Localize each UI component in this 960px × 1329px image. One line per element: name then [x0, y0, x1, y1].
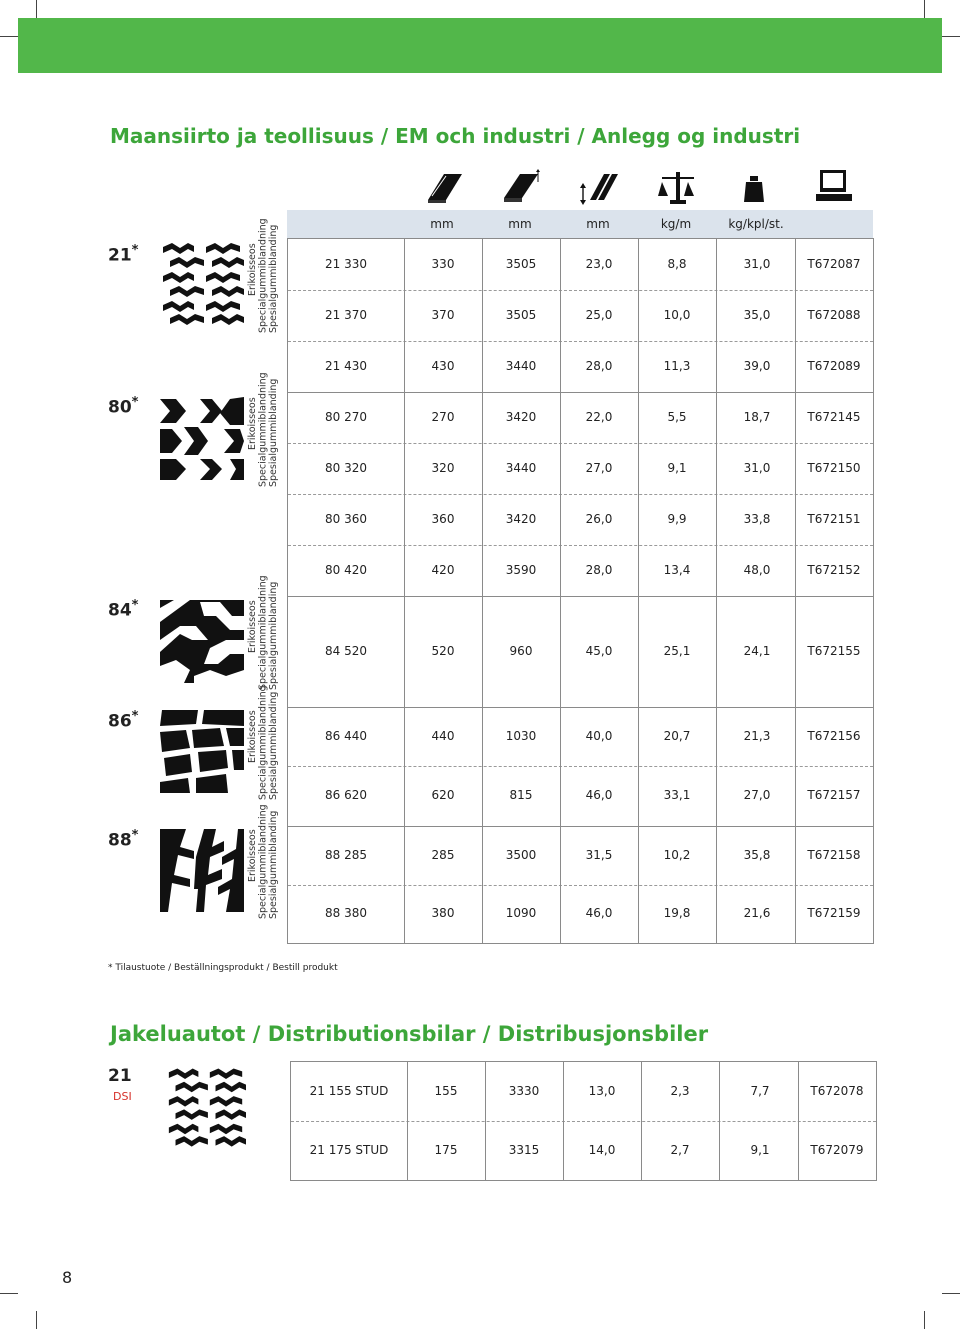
table-cell: 5,5 [667, 409, 687, 424]
table-cell: 21 155 STUD [309, 1083, 389, 1098]
table-row [288, 766, 873, 827]
table-cell: 80 360 [325, 511, 367, 526]
crop-mark [942, 1293, 960, 1294]
table-cell: 3330 [508, 1083, 540, 1098]
group-label: 86* [108, 709, 139, 732]
crop-mark [924, 1311, 925, 1329]
table-cell: 440 [431, 728, 455, 743]
table-cell: 9,1 [667, 460, 687, 475]
table-cell: 19,8 [663, 906, 691, 920]
group-label: 88* [108, 828, 139, 851]
table-cell: 2,7 [670, 1142, 690, 1157]
table-cell: 25,0 [585, 307, 613, 322]
table-cell: 360 [431, 511, 455, 526]
table-row [288, 596, 873, 708]
weight-icon [736, 168, 776, 206]
tread-pattern-80-image [160, 397, 244, 480]
crop-mark [0, 1293, 18, 1294]
unit-label: mm [430, 217, 454, 231]
weight-per-meter-icon [658, 168, 698, 206]
crop-mark [36, 0, 37, 18]
tread-pattern-86-image [160, 710, 244, 793]
table-cell: 175 [434, 1142, 458, 1157]
table-cell: 20,7 [663, 728, 691, 743]
tread-pattern-21-image [160, 243, 244, 326]
table-cell: 13,0 [588, 1083, 616, 1098]
table-cell: T672155 [807, 643, 861, 658]
column-divider [560, 239, 561, 943]
table-cell: 7,7 [750, 1083, 770, 1098]
tread-pattern-84-image [160, 600, 244, 683]
table-row [291, 1121, 876, 1180]
table-cell: 11,3 [663, 358, 691, 373]
table-cell: 31,0 [743, 460, 771, 475]
table-cell: 21,3 [743, 728, 771, 743]
column-divider [716, 239, 717, 943]
table-cell: 48,0 [743, 562, 771, 577]
table-cell: T672089 [807, 358, 861, 373]
tread-pattern-88-image [160, 829, 244, 912]
thickness-icon [502, 168, 542, 206]
table-cell: 21 430 [325, 358, 367, 373]
table-cell: 155 [434, 1083, 458, 1098]
table-cell: 27,0 [585, 460, 613, 475]
page-number: 8 [62, 1268, 73, 1287]
table-cell: 31,5 [585, 847, 613, 862]
table-cell: 9,1 [750, 1142, 770, 1157]
table-cell: 370 [431, 307, 455, 322]
table-cell: 88 285 [325, 847, 367, 862]
crop-mark [0, 36, 18, 37]
table-cell: T672087 [807, 256, 861, 271]
table-cell: 21,6 [743, 906, 771, 920]
green-banner [18, 18, 942, 73]
column-divider [798, 1062, 799, 1180]
crop-mark [924, 0, 925, 18]
table-cell: 46,0 [585, 788, 613, 802]
column-icons [400, 168, 880, 208]
distribution-table [290, 1061, 877, 1181]
table-cell: 9,9 [667, 511, 687, 526]
table-cell: 45,0 [585, 643, 613, 658]
table-row [288, 885, 873, 943]
table-cell: 25,1 [663, 643, 691, 658]
group-label: 21* [108, 243, 139, 266]
column-divider [482, 239, 483, 943]
table-cell: 21 330 [325, 256, 367, 271]
table-cell: 28,0 [585, 358, 613, 373]
table-cell: 3505 [505, 256, 537, 271]
column-divider [404, 239, 405, 943]
table-row [288, 239, 873, 291]
table-cell: 3505 [505, 307, 537, 322]
table-cell: 3590 [505, 562, 537, 577]
crop-mark [942, 36, 960, 37]
table-cell: 80 320 [325, 460, 367, 475]
table-cell: 24,1 [743, 643, 771, 658]
industrial-table [287, 238, 874, 944]
table-cell: 21 370 [325, 307, 367, 322]
footnote: * Tilaustuote / Beställningsprodukt / Bestill produkt [108, 963, 338, 973]
column-divider [719, 1062, 720, 1180]
table-cell: 320 [431, 460, 455, 475]
table-cell: 285 [431, 847, 455, 862]
unit-label: kg/kpl/st. [728, 217, 784, 231]
table-row [288, 443, 873, 495]
table-cell: 3440 [505, 460, 537, 475]
table-cell: 22,0 [585, 409, 613, 424]
table-cell: T672078 [810, 1083, 864, 1098]
table-cell: 80 420 [325, 562, 367, 577]
table-cell: 84 520 [325, 643, 367, 658]
unit-label: mm [508, 217, 532, 231]
group-label: 84* [108, 598, 139, 621]
computer-icon [814, 168, 854, 206]
table-cell: 33,8 [743, 511, 771, 526]
table-cell: 620 [431, 788, 455, 802]
table-cell: 1090 [505, 906, 537, 920]
table-cell: 3420 [505, 511, 537, 526]
table-cell: 14,0 [588, 1142, 616, 1157]
table-cell: 35,0 [743, 307, 771, 322]
units-header [287, 210, 873, 238]
section-title-industrial: Maansiirto ja teollisuus / EM och industri / Anlegg og industri [110, 124, 801, 148]
table-cell: T672152 [807, 562, 861, 577]
table-cell: 330 [431, 256, 455, 271]
group-label: 21 [108, 1066, 132, 1086]
table-cell: 86 440 [325, 728, 367, 743]
width-icon [424, 168, 464, 206]
table-cell: 27,0 [743, 788, 771, 802]
column-divider [563, 1062, 564, 1180]
table-cell: T672151 [807, 511, 861, 526]
column-divider [641, 1062, 642, 1180]
column-divider [485, 1062, 486, 1180]
compound-note: Erikoisseos Specialgummiblandning Spesialgummiblanding [247, 685, 279, 800]
table-row [288, 545, 873, 597]
column-divider [407, 1062, 408, 1180]
table-row [288, 707, 873, 767]
table-cell: 8,8 [667, 256, 687, 271]
table-cell: 13,4 [663, 562, 691, 577]
table-cell: 46,0 [585, 906, 613, 920]
table-cell: 3315 [508, 1142, 540, 1157]
crop-mark [36, 1311, 37, 1329]
compound-note: Erikoisseos Specialgummiblandning Spesialgummiblanding [247, 804, 279, 919]
table-cell: 3500 [505, 847, 537, 862]
unit-label: kg/m [660, 217, 692, 231]
table-cell: T672088 [807, 307, 861, 322]
column-divider [795, 239, 796, 943]
table-cell: 23,0 [585, 256, 613, 271]
table-row [291, 1062, 876, 1122]
table-cell: 10,0 [663, 307, 691, 322]
table-cell: 3440 [505, 358, 537, 373]
table-row [288, 392, 873, 444]
table-cell: 430 [431, 358, 455, 373]
table-cell: T672159 [807, 906, 861, 920]
table-cell: 35,8 [743, 847, 771, 862]
table-cell: 26,0 [585, 511, 613, 526]
table-cell: 86 620 [325, 788, 367, 802]
table-cell: 1030 [505, 728, 537, 743]
table-cell: 33,1 [663, 788, 691, 802]
table-cell: T672145 [807, 409, 861, 424]
table-cell: 270 [431, 409, 455, 424]
compound-note: Erikoisseos Specialgummiblandning Spesialgummiblanding [247, 218, 279, 333]
unit-label: mm [586, 217, 610, 231]
section-title-distribution: Jakeluautot / Distributionsbilar / Distribusjonsbiler [110, 1022, 709, 1046]
table-cell: T672157 [807, 788, 861, 802]
table-cell: 18,7 [743, 409, 771, 424]
table-cell: 815 [509, 788, 533, 802]
tread-pattern-dsi-image [166, 1068, 246, 1148]
group-label: 80* [108, 395, 139, 418]
table-cell: 21 175 STUD [309, 1142, 389, 1157]
table-cell: 40,0 [585, 728, 613, 743]
table-cell: 520 [431, 643, 455, 658]
table-cell: 88 380 [325, 906, 367, 920]
table-cell: 80 270 [325, 409, 367, 424]
table-row [288, 341, 873, 393]
table-row [288, 826, 873, 886]
table-cell: 10,2 [663, 847, 691, 862]
table-cell: 2,3 [670, 1083, 690, 1098]
table-cell: 31,0 [743, 256, 771, 271]
table-cell: T672150 [807, 460, 861, 475]
compound-note: Erikoisseos Specialgummiblandning Spesialgummiblanding [247, 372, 279, 487]
table-cell: 380 [431, 906, 455, 920]
table-row [288, 494, 873, 546]
dsi-label: DSI [113, 1090, 132, 1103]
column-divider [638, 239, 639, 943]
table-cell: 960 [509, 643, 533, 658]
table-row [288, 290, 873, 342]
table-cell: T672158 [807, 847, 861, 862]
table-cell: 28,0 [585, 562, 613, 577]
table-cell: 420 [431, 562, 455, 577]
table-cell: T672079 [810, 1142, 864, 1157]
compound-note: Erikoisseos Specialgummiblandning Spesialgummiblanding [247, 575, 279, 690]
table-cell: 39,0 [743, 358, 771, 373]
table-cell: T672156 [807, 728, 861, 743]
length-icon [580, 168, 620, 206]
table-cell: 3420 [505, 409, 537, 424]
